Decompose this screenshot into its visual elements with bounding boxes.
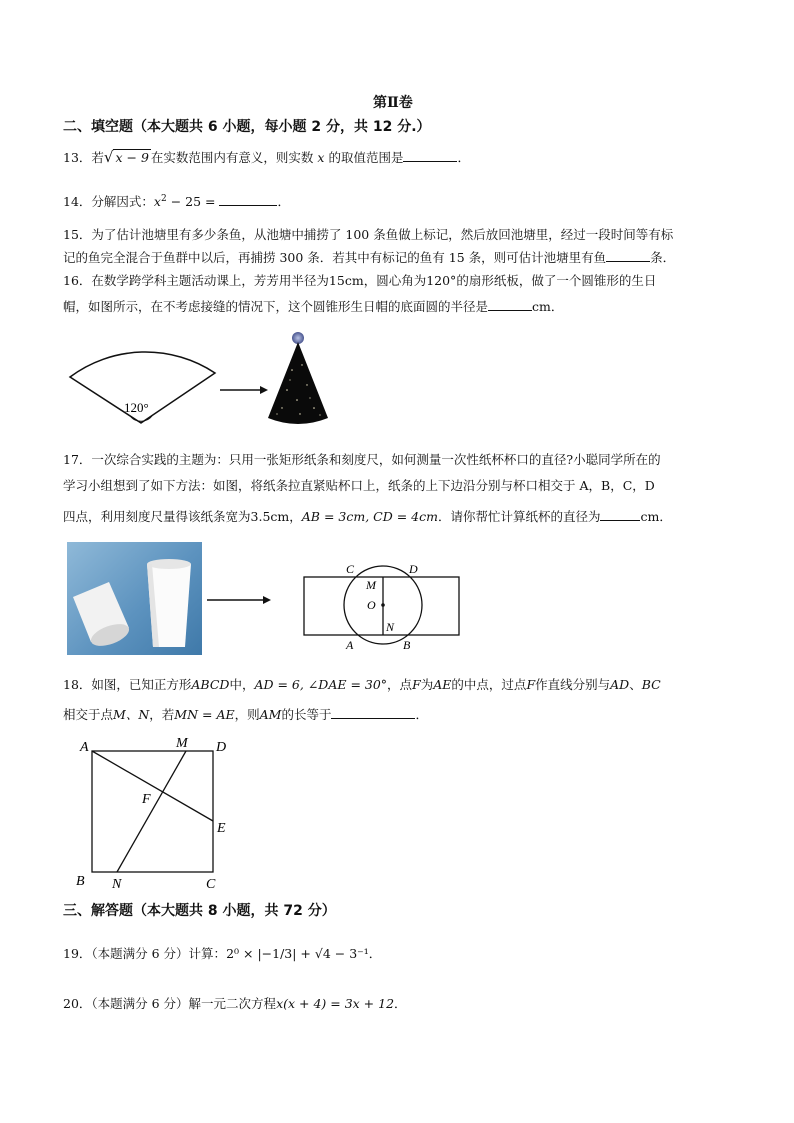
paper-cups-photo	[67, 542, 202, 655]
sector-angle-label: 120°	[124, 400, 149, 415]
svg-text:F: F	[142, 792, 151, 807]
section-heading-solutions: 三、解答题（本大题共 8 小题，共 72 分）	[63, 903, 336, 919]
page-title: 第Ⅱ卷	[373, 95, 413, 111]
question-16-line-2: 帽，如图所示，在不考虑接缝的情况下，这个圆锥形生日帽的底面圆的半径是 cm．	[63, 299, 564, 314]
paper-strip	[304, 577, 459, 635]
svg-text:M: M	[366, 578, 376, 592]
question-number: 14．	[63, 194, 92, 210]
question-19: 19．（本题满分 6 分）计算：2⁰ × |−1/3| + √4 − 3⁻¹．	[63, 946, 382, 961]
segment-mn	[117, 751, 186, 872]
answer-blank[interactable]	[606, 249, 650, 262]
question-13: 13．若√ x − 9 在实数范围内有意义，则实数 x 的取值范围是 ．	[63, 148, 470, 166]
answer-blank[interactable]	[331, 706, 415, 719]
sqrt-symbol: √	[103, 148, 114, 166]
svg-text:O: O	[367, 598, 376, 612]
svg-text:M: M	[176, 736, 188, 751]
svg-text:A: A	[346, 638, 354, 652]
question-number: 13．	[63, 150, 92, 165]
cup-rim-diagram	[300, 560, 465, 655]
question-18-line-1: 18．如图，已知正方形ABCD中，AD = 6, ∠DAE = 30°，点F为AE的中点，过点F作直线分别与AD、BC	[63, 677, 661, 692]
svg-text:B: B	[403, 638, 411, 652]
answer-blank[interactable]	[219, 193, 277, 206]
svg-text:D: D	[216, 740, 227, 755]
section-heading-fill-blank: 二、填空题（本大题共 6 小题，每小题 2 分，共 12 分.）	[63, 119, 431, 135]
svg-text:B: B	[76, 874, 85, 889]
party-hat-cone-figure	[262, 330, 332, 430]
question-20: 20．（本题满分 6 分）解一元二次方程x(x + 4) = 3x + 12．	[63, 996, 407, 1011]
svg-text:N: N	[386, 620, 395, 634]
square-outline	[92, 751, 213, 872]
svg-text:E: E	[217, 821, 226, 836]
answer-blank[interactable]	[488, 298, 532, 311]
question-17-line-3: 四点，利用刻度尺量得该纸条宽为3.5cm，AB = 3cm, CD = 4cm．请你帮忙计算纸杯的直径为 cm．	[63, 509, 672, 524]
svg-text:N: N	[112, 877, 122, 892]
equation: x(x + 4) = 3x + 12	[276, 996, 395, 1011]
radicand: x − 9	[115, 150, 149, 165]
question-15-line-2: 记的鱼完全混合于鱼群中以后，再捕捞 300 条．若其中有标记的鱼有 15 条，则可估计池塘里有鱼 条．	[63, 250, 676, 265]
answer-blank[interactable]	[403, 149, 457, 162]
expression: 2⁰ × |−1/3| + √4 − 3⁻¹	[226, 946, 369, 961]
cone-body	[268, 342, 328, 424]
square-abcd-diagram	[72, 733, 242, 893]
svg-text:C: C	[206, 877, 216, 892]
svg-text:A: A	[80, 740, 89, 755]
question-17-line-1: 17．一次综合实践的主题为：只用一张矩形纸条和刻度尺，如何测量一次性纸杯杯口的直径?小聪同学所在的	[63, 452, 661, 467]
center-point	[381, 603, 385, 607]
arrow-icon	[205, 593, 275, 607]
question-16-line-1: 16．在数学跨学科主题活动课上，芳芳用半径为15cm，圆心角为120°的扇形纸板，做了一个圆锥形的生日	[63, 273, 657, 288]
question-14: 14．分解因式：$x^2 - 25$ = ．	[63, 194, 290, 210]
question-15-line-1: 15．为了估计池塘里有多少条鱼，从池塘中捕捞了 100 条鱼做上标记，然后放回池塘里，经过一段时间等有标	[63, 227, 674, 242]
question-18-line-2: 相交于点M、N，若MN = AE，则AM的长等于 ．	[63, 707, 428, 722]
svg-text:C: C	[346, 562, 355, 576]
question-17-line-2: 学习小组想到了如下方法：如图，将纸条拉直紧贴杯口上，纸条的上下边沿分别与杯口相交于 A，B，C，D	[63, 478, 655, 493]
answer-blank[interactable]	[600, 508, 640, 521]
svg-text:D: D	[409, 562, 418, 576]
